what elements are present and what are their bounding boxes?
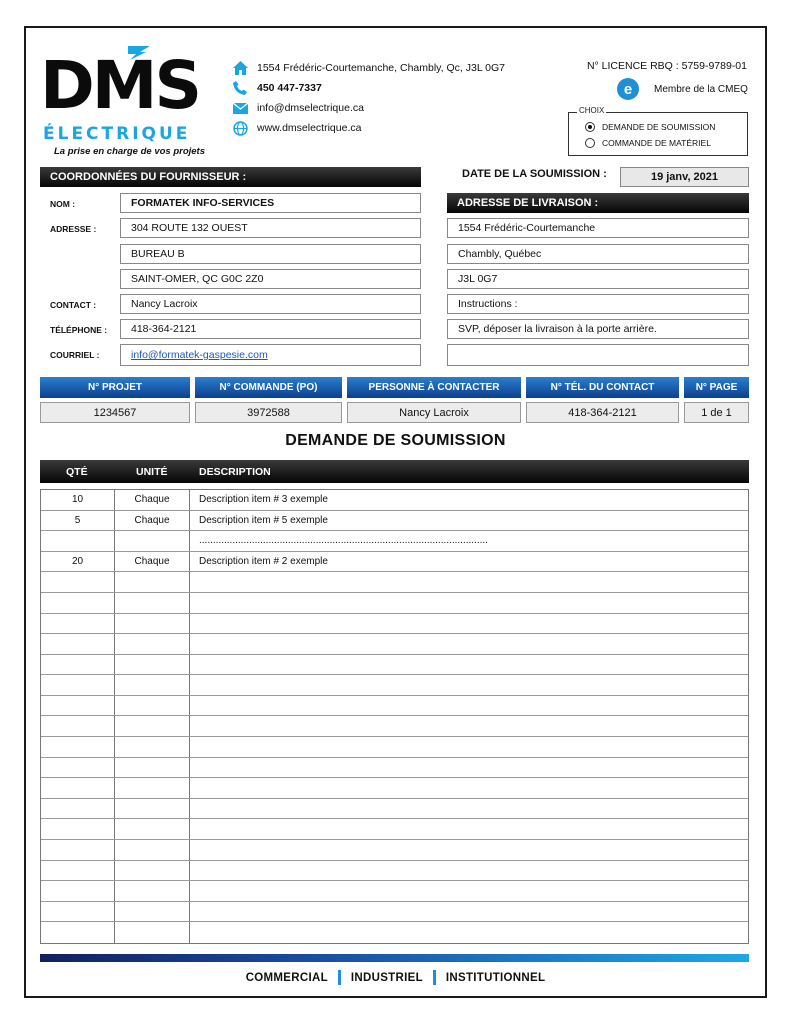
description-cell[interactable] [199, 840, 744, 860]
items-table-header [40, 460, 749, 483]
table-row [41, 861, 748, 882]
unit-cell[interactable] [115, 675, 189, 695]
choice-option-soumission[interactable] [585, 119, 747, 135]
unit-cell[interactable] [115, 717, 189, 737]
qty-cell[interactable] [41, 696, 114, 716]
delivery-line-3[interactable]: J3L 0G7 [447, 269, 749, 289]
description-cell[interactable]: Description item # 3 exemple [199, 494, 328, 506]
phone-text: 450 447-7337 [257, 82, 322, 94]
supplier-phone-label: TÉLÉPHONE : [50, 325, 108, 335]
qty-cell[interactable]: 20 [71, 556, 84, 568]
supplier-address-label: ADRESSE : [50, 224, 97, 234]
table-row [41, 758, 748, 779]
delivery-instructions-label[interactable]: Instructions : [447, 294, 749, 314]
contact-address [231, 58, 505, 78]
contact-website [231, 118, 505, 138]
table-row [41, 531, 748, 552]
qty-cell[interactable] [41, 881, 114, 901]
contact-phone [231, 78, 505, 98]
home-icon [231, 60, 249, 76]
logo-name: DMS [40, 47, 199, 124]
description-column-header: DESCRIPTION [199, 466, 271, 478]
unit-cell[interactable] [115, 572, 189, 592]
description-cell[interactable]: Description item # 5 exemple [199, 514, 328, 526]
items-table [40, 489, 749, 944]
description-cell[interactable] [199, 902, 744, 922]
table-row [41, 675, 748, 696]
description-cell[interactable] [199, 696, 744, 716]
supplier-address-line-2[interactable]: BUREAU B [120, 244, 421, 264]
logo-subtitle: ÉLECTRIQUE [43, 124, 191, 144]
table-row [41, 819, 748, 840]
description-cell[interactable] [199, 614, 744, 634]
table-row [41, 881, 748, 902]
delivery-extra-line[interactable] [447, 344, 749, 366]
table-row [41, 552, 748, 573]
radio-unselected[interactable] [585, 138, 595, 148]
delivery-instructions-text[interactable]: SVP, déposer la livraison à la porte arrière. [447, 319, 749, 339]
radio-selected[interactable] [585, 122, 595, 132]
supplier-name-label: NOM : [50, 199, 76, 209]
table-row [41, 902, 748, 923]
unit-cell[interactable]: Chaque [134, 556, 170, 568]
contact-email [231, 98, 505, 118]
supplier-address-line-1[interactable]: 304 ROUTE 132 OUEST [120, 218, 421, 238]
description-cell[interactable] [199, 737, 744, 757]
address-text: 1554 Frédéric-Courtemanche, Chambly, Qc, J3L 0G7 [257, 62, 506, 74]
sector-industriel: INDUSTRIEL [350, 971, 423, 984]
cmeq-membership [617, 78, 748, 100]
unit-cell[interactable] [115, 881, 189, 901]
page-number-header: N° PAGE [684, 377, 749, 398]
supplier-address-line-3[interactable]: SAINT-OMER, QC G0C 2Z0 [120, 269, 421, 289]
page-number-field[interactable]: 1 de 1 [684, 402, 749, 423]
contact-person-header: PERSONNE À CONTACTER [347, 377, 521, 398]
qty-cell[interactable] [41, 778, 114, 798]
footer-separator [433, 970, 436, 985]
description-cell[interactable] [199, 572, 744, 592]
supplier-email-label: COURRIEL : [50, 350, 100, 360]
description-cell[interactable] [199, 778, 744, 798]
supplier-email-field[interactable] [120, 344, 421, 366]
cmeq-logo-icon: e [617, 78, 639, 100]
unit-cell[interactable] [115, 758, 189, 778]
unit-cell[interactable] [115, 531, 189, 551]
company-logo [40, 46, 215, 161]
description-cell[interactable] [199, 655, 744, 675]
description-cell[interactable]: Description item # 2 exemple [199, 556, 328, 568]
footer-gradient-bar [40, 954, 749, 962]
table-row [41, 717, 748, 738]
table-row [41, 634, 748, 655]
qty-cell[interactable] [41, 634, 114, 654]
contact-phone-field[interactable]: 418-364-2121 [526, 402, 679, 423]
choice-group [568, 106, 748, 156]
quote-date-field[interactable]: 19 janv, 2021 [620, 167, 749, 187]
table-row [41, 922, 748, 943]
logo-tagline: La prise en charge de vos projets [54, 146, 205, 157]
unit-cell[interactable] [115, 840, 189, 860]
qty-cell[interactable] [41, 737, 114, 757]
description-cell[interactable]: ........................................................................................................ [199, 535, 488, 547]
table-row [41, 737, 748, 758]
qty-cell[interactable] [41, 922, 114, 943]
qty-cell[interactable] [41, 717, 114, 737]
qty-cell[interactable] [41, 902, 114, 922]
qty-cell[interactable]: 10 [71, 494, 84, 506]
table-row [41, 490, 748, 511]
globe-icon [231, 120, 249, 136]
delivery-line-2[interactable]: Chambly, Québec [447, 244, 749, 264]
description-cell[interactable] [199, 881, 744, 901]
description-cell[interactable] [199, 593, 744, 613]
qty-cell[interactable]: 5 [74, 514, 81, 526]
table-row [41, 696, 748, 717]
po-number-header: N° COMMANDE (PO) [195, 377, 342, 398]
supplier-phone-field[interactable]: 418-364-2121 [120, 319, 421, 339]
unit-cell[interactable] [115, 819, 189, 839]
supplier-contact-label: CONTACT : [50, 300, 97, 310]
description-cell[interactable] [199, 861, 744, 881]
unit-cell[interactable] [115, 737, 189, 757]
unit-cell[interactable] [115, 778, 189, 798]
choice-legend: CHOIX [579, 106, 605, 115]
unit-cell[interactable] [115, 696, 189, 716]
supplier-contact-field[interactable]: Nancy Lacroix [120, 294, 421, 314]
contact-person-field[interactable]: Nancy Lacroix [347, 402, 521, 423]
table-row [41, 614, 748, 635]
unit-cell[interactable]: Chaque [134, 514, 170, 526]
qty-cell[interactable] [41, 819, 114, 839]
po-number-field[interactable]: 3972588 [195, 402, 342, 423]
table-row [41, 799, 748, 820]
description-cell[interactable] [199, 717, 744, 737]
unit-cell[interactable] [115, 861, 189, 881]
qty-cell[interactable] [41, 675, 114, 695]
footer-sectors [0, 970, 791, 985]
choice-option-commande[interactable] [585, 135, 747, 151]
unit-cell[interactable] [115, 614, 189, 634]
table-row [41, 655, 748, 676]
qty-cell[interactable] [41, 531, 114, 551]
unit-cell[interactable] [115, 799, 189, 819]
description-cell[interactable] [199, 819, 744, 839]
envelope-icon [231, 100, 249, 116]
footer-separator [338, 970, 341, 985]
supplier-header: COORDONNÉES DU FOURNISSEUR : [40, 167, 421, 187]
unit-cell[interactable] [115, 902, 189, 922]
choice-option-label: DEMANDE DE SOUMISSION [602, 122, 716, 132]
qty-column-header: QTÉ [66, 466, 88, 478]
rbq-license: N° LICENCE RBQ : 5759-9789-01 [586, 60, 747, 72]
qty-cell[interactable] [41, 840, 114, 860]
quote-date-label: DATE DE LA SOUMISSION : [462, 168, 607, 180]
qty-cell[interactable] [41, 593, 114, 613]
table-row [41, 572, 748, 593]
unit-cell[interactable] [115, 634, 189, 654]
email-text[interactable]: info@dmselectrique.ca [257, 102, 364, 114]
unit-cell[interactable] [115, 593, 189, 613]
delivery-header: ADRESSE DE LIVRAISON : [447, 193, 749, 213]
description-cell[interactable] [199, 799, 744, 819]
description-cell[interactable] [199, 634, 744, 654]
description-cell[interactable] [199, 675, 744, 695]
supplier-email-link[interactable]: info@formatek-gaspesie.com [131, 349, 268, 361]
delivery-line-1[interactable]: 1554 Frédéric-Courtemanche [447, 218, 749, 238]
project-number-field[interactable]: 1234567 [40, 402, 190, 423]
qty-cell[interactable] [41, 799, 114, 819]
table-row [41, 840, 748, 861]
document-title: DEMANDE DE SOUMISSION [285, 432, 506, 449]
qty-cell[interactable] [41, 614, 114, 634]
company-contact-list [231, 58, 505, 138]
supplier-name-field[interactable]: FORMATEK INFO-SERVICES [120, 193, 421, 213]
table-row [41, 778, 748, 799]
project-number-header: N° PROJET [40, 377, 190, 398]
unit-cell[interactable] [115, 655, 189, 675]
sector-institutionnel: INSTITUTIONNEL [445, 971, 546, 984]
sector-commercial: COMMERCIAL [245, 971, 328, 984]
choice-option-label: COMMANDE DE MATÉRIEL [602, 138, 711, 148]
description-cell[interactable] [199, 922, 744, 943]
unit-column-header: UNITÉ [136, 466, 168, 478]
qty-cell[interactable] [41, 572, 114, 592]
phone-icon [231, 80, 249, 96]
qty-cell[interactable] [41, 758, 114, 778]
unit-cell[interactable]: Chaque [134, 494, 170, 506]
contact-phone-header: N° TÉL. DU CONTACT [526, 377, 679, 398]
description-cell[interactable] [199, 758, 744, 778]
qty-cell[interactable] [41, 655, 114, 675]
unit-cell[interactable] [115, 922, 189, 943]
website-text[interactable]: www.dmselectrique.ca [257, 122, 362, 134]
cmeq-label: Membre de la CMEQ [654, 83, 748, 95]
qty-cell[interactable] [41, 861, 114, 881]
table-row [41, 511, 748, 532]
table-row [41, 593, 748, 614]
